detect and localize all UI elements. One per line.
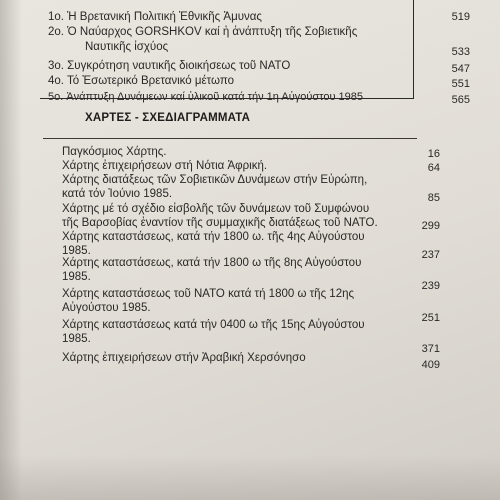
toc-entry-text: 1ο. Ἡ Βρετανική Πολιτική Ἐθνικῆς Ἀμυνας (48, 11, 262, 23)
page-gutter-shadow (0, 0, 22, 500)
map-entry-line: Αὐγούστου 1985. (62, 302, 151, 314)
section-divider (43, 138, 417, 139)
map-entry-line: Χάρτης μέ τό σχέδιο εἰσβολῆς τῶν δυνάμεων τοῦ Συμφώνου (62, 203, 370, 215)
page-bottom-shadow (0, 455, 500, 500)
map-entry-line: Χάρτης ἐπιχειρήσεων στήν Ἀραβική Χερσόνησο (62, 352, 306, 364)
map-entry-line: Χάρτης καταστάσεως, κατά τήν 1800 ω. τῆς 4ης Αὐγούστου (62, 231, 365, 243)
map-entry-page: 409 (421, 359, 440, 371)
toc-entry-page: 565 (451, 94, 470, 106)
map-entry-page: 251 (421, 312, 440, 324)
section-heading: ΧΑΡΤΕΣ - ΣΧΕΔΙΑΓΡΑΜΜΑΤΑ (85, 112, 251, 124)
map-entry-page: 237 (421, 249, 440, 261)
toc-entry-page: 533 (451, 46, 470, 58)
map-entry-page: 16 (427, 148, 440, 160)
toc-entry-page: 547 (451, 63, 470, 75)
toc-entry-text: 5ο. Ἀνάπτυξη Δυνάμεων καί ὑλικοῦ κατά τήν 1η Αὐγούστου 1985 (48, 91, 363, 103)
map-entry-line: Χάρτης καταστάσεως τοῦ ΝΑΤΟ κατά τή 1800 ω τῆς 12ης (62, 288, 355, 300)
map-entry-line: Παγκόσμιος Χάρτης. (62, 146, 167, 158)
toc-entry-text: 3ο. Συγκρότηση ναυτικῆς διοικήσεως τοῦ ΝΑΤΟ (48, 60, 291, 72)
map-entry-line: Χάρτης ἐπιχειρήσεων στή Νότια Ἀφρική. (62, 160, 268, 172)
map-entry-line: κατά τόν Ἰούνιο 1985. (62, 188, 173, 200)
map-entry-line: 1985. (62, 333, 91, 345)
toc-entry-page: 551 (451, 78, 470, 90)
map-entry-page: 371 (421, 343, 440, 355)
toc-entry-text: 4ο. Τό Ἐσωτερικό Βρετανικό μέτωπο (48, 75, 234, 87)
map-entry-line: Χάρτης καταστάσεως, κατά τήν 1800 ω τῆς 8ης Αὐγούστου (62, 257, 362, 269)
toc-entry-text: Ναυτικῆς ἰσχύος (85, 41, 169, 53)
map-entry-line: Χάρτης καταστάσεως κατά τήν 0400 ω τῆς 15ης Αὐγούστου (62, 319, 365, 331)
map-entry-line: 1985. (62, 271, 91, 283)
toc-entry-page: 519 (451, 11, 470, 23)
map-entry-line: τῆς Βαρσοβίας ἐναντίον τῆς συμμαχικῆς διατάξεως τοῦ ΝΑΤΟ. (62, 217, 378, 229)
map-entry-page: 64 (427, 162, 440, 174)
map-entry-line: 1985. (62, 245, 91, 257)
map-entry-page: 239 (421, 280, 440, 292)
toc-entry-text: 2ο. Ὁ Ναύαρχος GORSHKOV καί ἡ ἀνάπτυξη τῆς Σοβιετικῆς (48, 26, 358, 38)
map-entry-page: 85 (427, 192, 440, 204)
map-entry-page: 299 (421, 220, 440, 232)
map-entry-line: Χάρτης διατάξεως τῶν Σοβιετικῶν Δυνάμεων στήν Εὐρώπη, (62, 174, 368, 186)
